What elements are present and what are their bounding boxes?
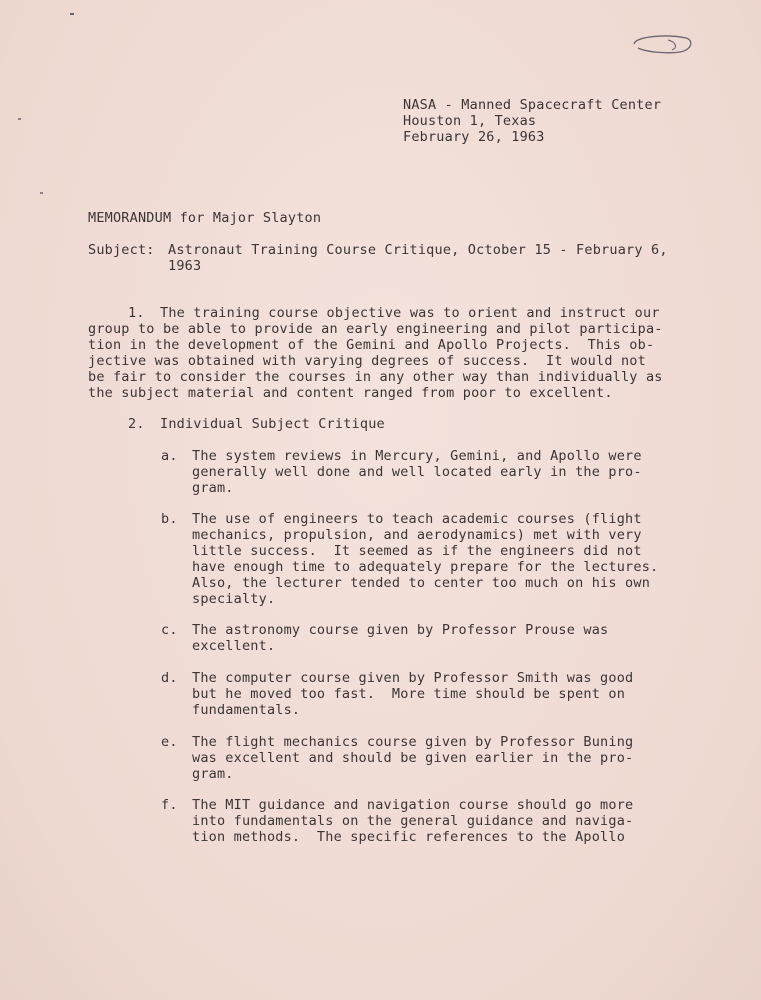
item-line: The system reviews in Mercury, Gemini, and Apollo were <box>192 448 642 464</box>
item-line: excellent. <box>192 638 276 654</box>
memo-date: February 26, 1963 <box>403 129 545 145</box>
item-letter: b. <box>161 511 178 527</box>
item-line: gram. <box>192 766 234 782</box>
paragraph-number: 1. <box>128 305 145 321</box>
item-line: mechanics, propulsion, and aerodynamics) met with very <box>192 527 642 543</box>
paragraph-line: the subject material and content ranged from poor to excellent. <box>88 385 613 401</box>
item-line: specialty. <box>192 591 276 607</box>
subject-line: Astronaut Training Course Critique, October 15 - February 6, <box>168 242 668 258</box>
edge-tick-mark <box>40 192 43 194</box>
item-line: was excellent and should be given earlier in the pro- <box>192 750 634 766</box>
item-line: The use of engineers to teach academic courses (flight <box>192 511 642 527</box>
edge-tick-mark <box>18 118 21 120</box>
item-letter: a. <box>161 448 178 464</box>
item-line: little success. It seemed as if the engineers did not <box>192 543 642 559</box>
item-line: The MIT guidance and navigation course should go more <box>192 797 634 813</box>
location: Houston 1, Texas <box>403 113 537 129</box>
item-line: The astronomy course given by Professor Prouse was <box>192 622 609 638</box>
subject-label: Subject: <box>88 242 155 258</box>
paragraph-line: be fair to consider the courses in any other way than individually as <box>88 369 663 385</box>
section-title: Individual Subject Critique <box>160 416 385 432</box>
item-line: into fundamentals on the general guidance and naviga- <box>192 813 634 829</box>
edge-tick-mark <box>70 13 74 15</box>
item-letter: e. <box>161 734 178 750</box>
paragraph-line: tion in the development of the Gemini and Apollo Projects. This ob- <box>88 337 655 353</box>
item-letter: f. <box>161 797 178 813</box>
item-line: The flight mechanics course given by Professor Buning <box>192 734 634 750</box>
item-line: generally well done and well located early in the pro- <box>192 464 642 480</box>
paragraph-line: The training course objective was to orient and instruct our <box>160 305 660 321</box>
item-line: Also, the lecturer tended to center too much on his own <box>192 575 651 591</box>
item-letter: c. <box>161 622 178 638</box>
organization: NASA - Manned Spacecraft Center <box>403 97 662 113</box>
paragraph-number: 2. <box>128 416 145 432</box>
pencil-annotation-mark <box>628 30 698 58</box>
item-line: fundamentals. <box>192 702 301 718</box>
item-line: The computer course given by Professor Smith was good <box>192 670 634 686</box>
paragraph-line: group to be able to provide an early engineering and pilot participa- <box>88 321 663 337</box>
item-line: have enough time to adequately prepare for the lectures. <box>192 559 659 575</box>
subject-line: 1963 <box>168 258 202 274</box>
memo-recipient: MEMORANDUM for Major Slayton <box>88 210 322 226</box>
paragraph-line: jective was obtained with varying degrees of success. It would not <box>88 353 646 369</box>
item-letter: d. <box>161 670 178 686</box>
item-line: tion methods. The specific references to the Apollo <box>192 829 626 845</box>
item-line: gram. <box>192 480 234 496</box>
item-line: but he moved too fast. More time should be spent on <box>192 686 626 702</box>
